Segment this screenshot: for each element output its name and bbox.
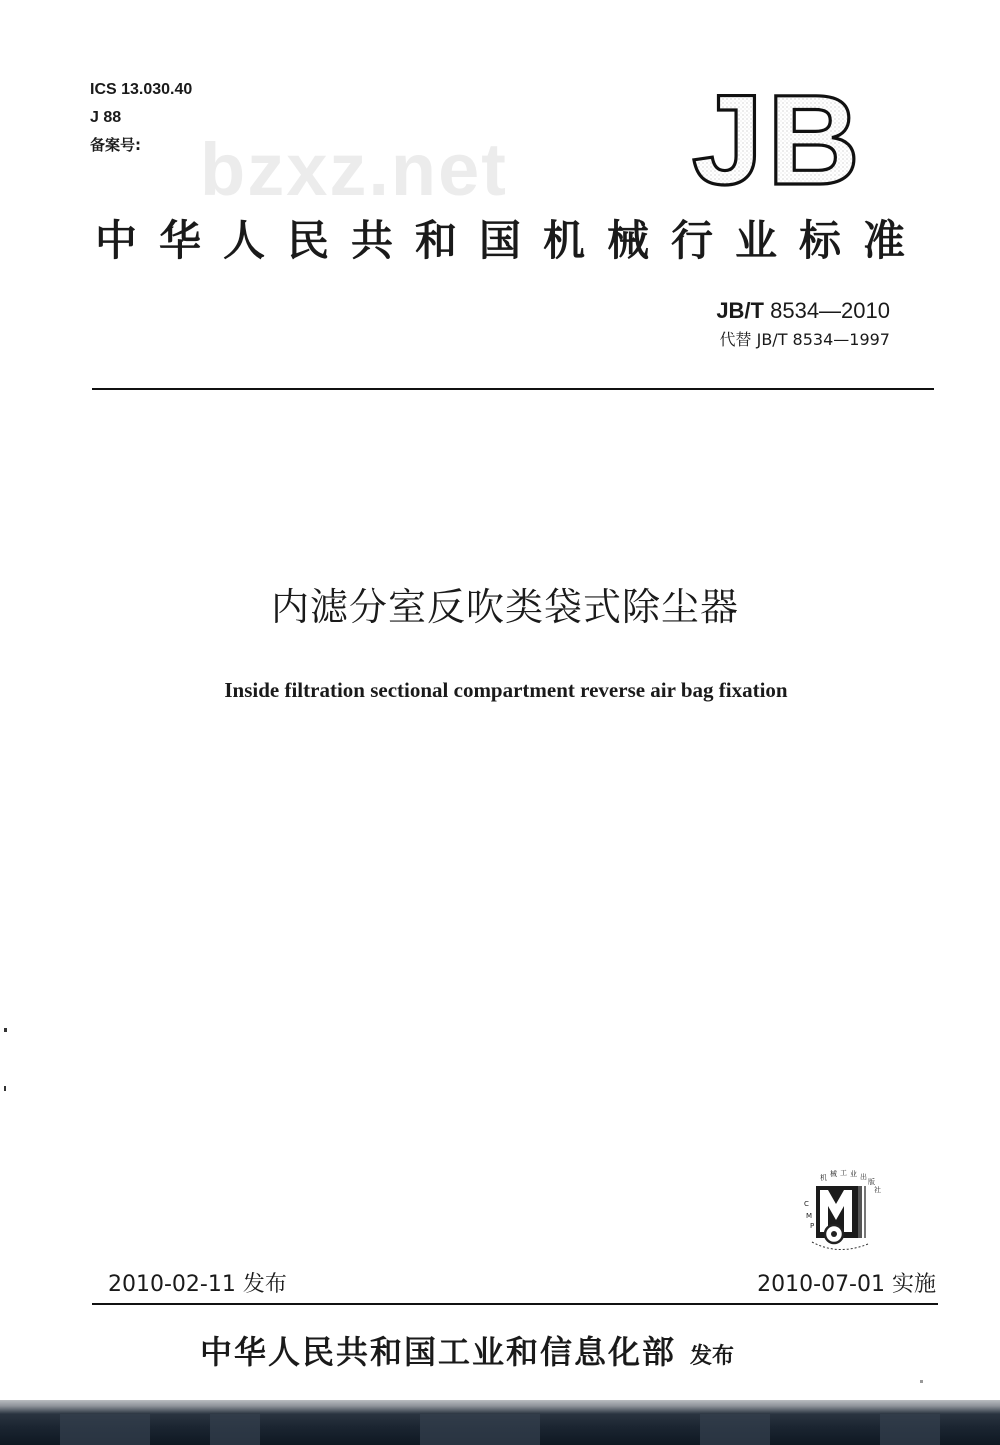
issue-date: 2010-02-11 发布 (108, 1272, 287, 1297)
issuing-authority (200, 1333, 735, 1371)
bottom-divider (92, 1303, 938, 1305)
svg-text:械: 械 (830, 1170, 837, 1178)
watermark: bzxz.net (200, 128, 508, 211)
document-title-en: Inside filtration sectional compartment reverse air bag fixation (224, 678, 788, 702)
implementation-date: 2010-07-01 实施 (757, 1272, 936, 1297)
ics-code: ICS 13.030.40 (90, 81, 193, 98)
svg-text:版: 版 (868, 1178, 875, 1186)
standard-number (716, 300, 890, 322)
svg-text:M: M (806, 1212, 813, 1220)
scan-speck (4, 1028, 7, 1032)
svg-text:社: 社 (874, 1186, 881, 1194)
svg-text:JB: JB (692, 78, 864, 193)
j-classification: J 88 (90, 109, 122, 126)
svg-text:机: 机 (820, 1174, 827, 1182)
issuer-org: 中华人民共和国工业和信息化部 (200, 1333, 677, 1371)
publisher-seal-icon (798, 1166, 888, 1260)
document-title-cn: 内滤分室反吹类袋式除尘器 (270, 585, 739, 629)
svg-text:C: C (804, 1200, 809, 1208)
svg-text:工: 工 (840, 1169, 847, 1177)
standard-category-title: 中华人民共和国机械行业标准 (95, 216, 928, 265)
svg-text:出: 出 (860, 1173, 867, 1181)
issuer-action: 发布 (690, 1344, 735, 1369)
top-divider (92, 388, 934, 390)
filing-number-label: 备案号: (90, 136, 141, 154)
replaces-standard: 代替 JB/T 8534—1997 (719, 330, 890, 349)
standard-prefix: JB/T (716, 298, 764, 323)
scan-speck (920, 1380, 923, 1383)
svg-text:业: 业 (850, 1170, 857, 1178)
jb-logo-icon (690, 78, 890, 197)
scan-edge-strip (0, 1400, 1000, 1445)
scan-speck (4, 1086, 6, 1091)
svg-text:P: P (810, 1222, 815, 1230)
standard-code: 8534—2010 (764, 298, 890, 323)
